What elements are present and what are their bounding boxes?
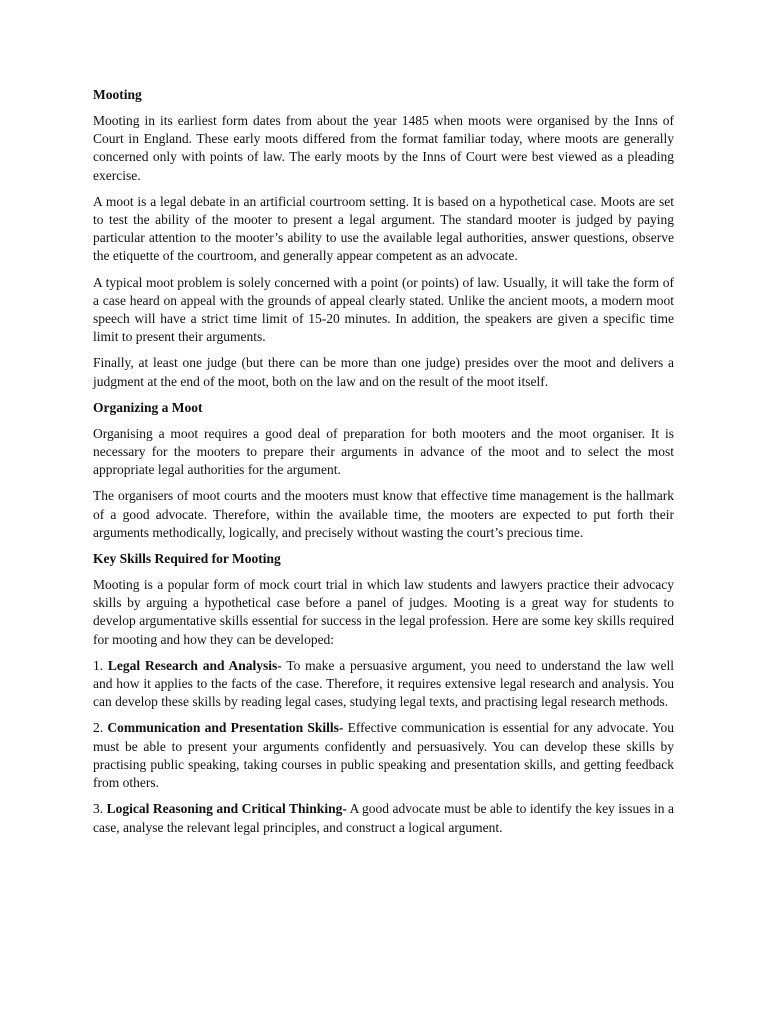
skill-item — [93, 657, 674, 712]
skill-number: 3. — [93, 801, 104, 817]
skill-number: 1. — [93, 657, 104, 673]
document-page — [93, 86, 674, 845]
paragraph: Mooting in its earliest form dates from about the year 1485 when moots were organised by the Inns of Court in England. These early moots differed from the format familiar today, where moots are generally concerned only with points of law. The early moots by the Inns of Court were best viewed as a pleading exercise. — [93, 113, 674, 183]
skill-text: A good advocate must be able to identify the key issues in a case, analyse the relevant legal principles, and construct a logical argument. — [93, 801, 674, 835]
paragraph: The organisers of moot courts and the mooters must know that effective time management is the hallmark of a good advocate. Therefore, within the available time, the mooters are expected to put forth their arguments methodically, logically, and precisely without wasting the court’s precious time. — [93, 488, 674, 540]
skill-item — [93, 719, 674, 792]
skill-title: Logical Reasoning and Critical Thinking- — [106, 801, 347, 817]
paragraph: A typical moot problem is solely concerned with a point (or points) of law. Usually, it will take the form of a case heard on appeal with the grounds of appeal clearly stated. Unlike the ancient moots, a modern moot speech will have a strict time limit of 15-20 minutes. In addition, the speakers are given a specific time limit to present their arguments. — [93, 274, 674, 345]
section-heading-key-skills: Key Skills Required for Mooting — [93, 551, 281, 567]
skill-title: Legal Research and Analysis- — [107, 657, 282, 673]
skill-text: Effective communication is essential for any advocate. You must be able to present your arguments confidently and persuasively. You can develop these skills by practising public speaking, taking courses in public speaking and presentation skills, and getting feedback from others. — [93, 720, 675, 791]
skill-item — [93, 800, 674, 836]
paragraph: Mooting is a popular form of mock court trial in which law students and lawyers practice their advocacy skills by arguing a hypothetical case before a panel of judges. Mooting is a great way for students to develop argumentative skills essential for success in the legal profession. Here are some key skills required for mooting and how they can be developed: — [93, 577, 674, 647]
paragraph: Organising a moot requires a good deal of preparation for both mooters and the moot organiser. It is necessary for the mooters to prepare their arguments in advance of the moot and to select the most appropriate legal authorities for the argument. — [93, 425, 674, 478]
paragraph: Finally, at least one judge (but there can be more than one judge) presides over the moot and delivers a judgment at the end of the moot, both on the law and on the result of the moot itself. — [93, 355, 674, 389]
skill-title: Communication and Presentation Skills- — [107, 720, 344, 736]
skill-text: To make a persuasive argument, you need to understand the law well and how it applies to the facts of the case. Therefore, it requires extensive legal research and analysis. You can develop these skills by reading legal cases, studying legal texts, and practising legal research methods. — [93, 657, 675, 710]
section-heading-mooting: Mooting — [93, 87, 142, 102]
paragraph: A moot is a legal debate in an artificial courtroom setting. It is based on a hypothetical case. Moots are set to test the ability of the mooter to present a legal argument. The standard mooter is judged by paying particular attention to the mooter’s ability to use the available legal authorities, answer questions, observe the etiquette of the courtroom, and generally appear competent as an advocate. — [93, 193, 674, 264]
skill-number: 2. — [93, 720, 104, 736]
section-heading-organizing: Organizing a Moot — [93, 399, 203, 415]
